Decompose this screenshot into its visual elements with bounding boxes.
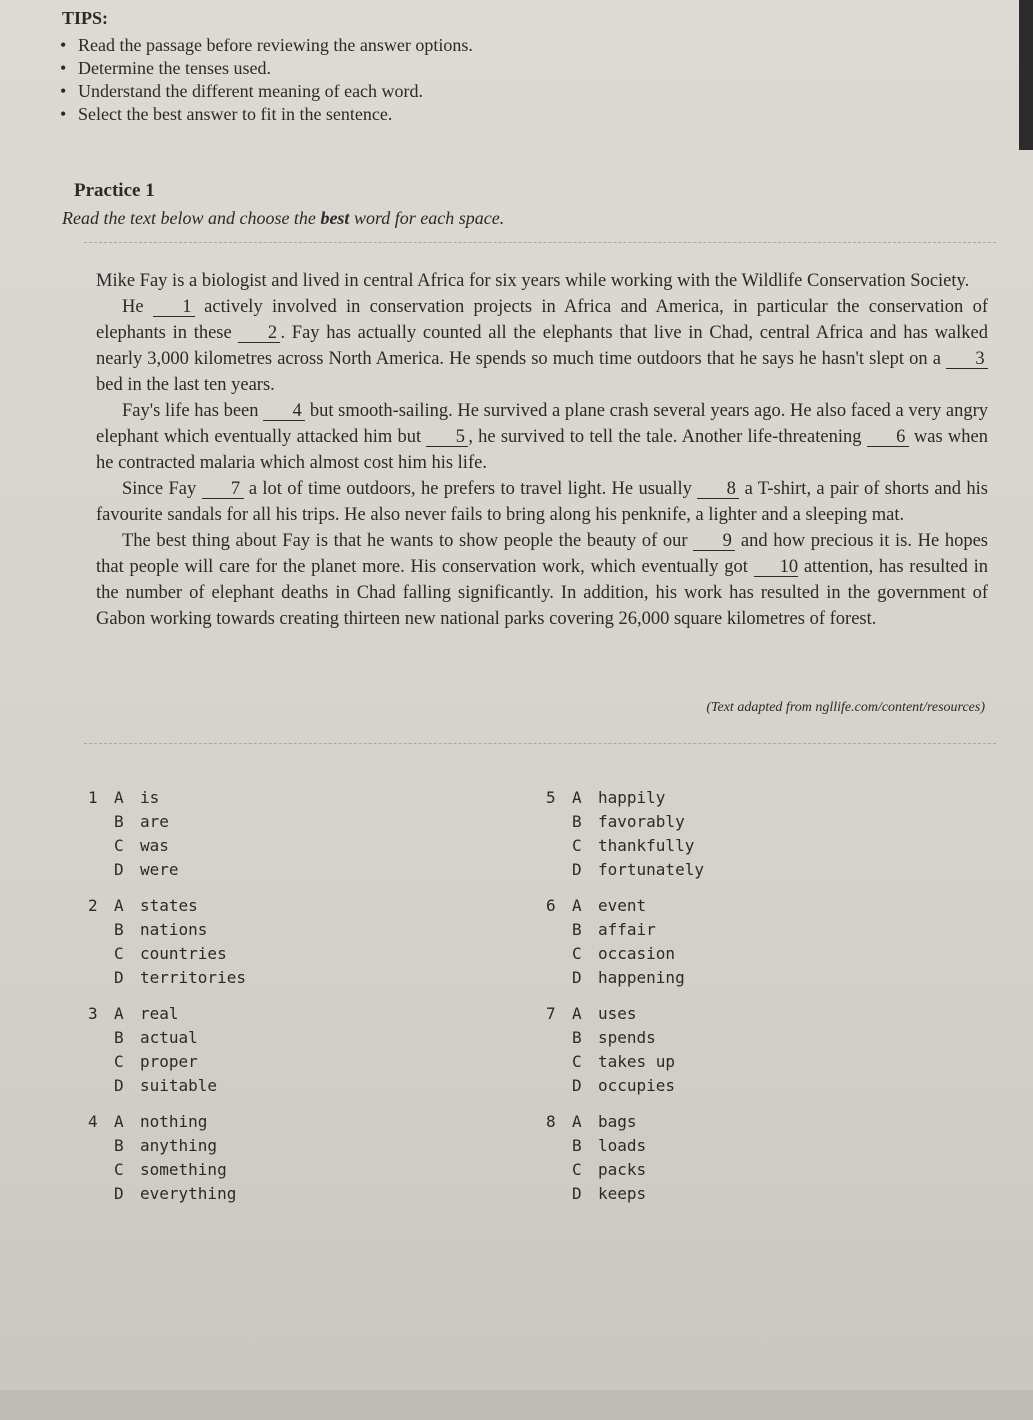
question-number: 2 — [88, 896, 98, 915]
paragraph-3: Fay's life has been 4 but smooth-sailing. He survived a plane crash several years ago. He also faced a very angry elephant which eventually attacked him but 5 , he survived to tell the tale. Another life-threatening 6 was when he contracted malaria which almost cost him his life. — [96, 401, 988, 473]
blank-3[interactable]: 3 — [946, 350, 988, 369]
tips-list — [56, 34, 473, 126]
option[interactable]: B spends — [572, 1028, 656, 1047]
option[interactable]: C takes up — [572, 1052, 676, 1071]
option[interactable]: A event — [572, 896, 647, 915]
option[interactable]: B favorably — [572, 812, 685, 831]
blank-5[interactable]: 5 — [426, 428, 468, 447]
option[interactable]: B affair — [572, 920, 656, 939]
blank-9[interactable]: 9 — [693, 532, 735, 551]
option[interactable]: A bags — [572, 1112, 637, 1131]
question-number: 6 — [546, 896, 556, 915]
option[interactable]: D fortunately — [572, 860, 704, 879]
option[interactable]: D keeps — [572, 1184, 647, 1203]
tip-item: • Read the passage before reviewing the answer options. — [56, 34, 473, 57]
option[interactable]: D territories — [114, 968, 246, 987]
instruction-text: Read the text below and choose the — [62, 208, 321, 228]
practice-title: Practice 1 — [74, 180, 155, 201]
passage — [96, 268, 988, 632]
blank-2[interactable]: 2 — [238, 324, 280, 343]
practice-instruction — [62, 208, 504, 229]
question-number: 5 — [546, 788, 556, 807]
option[interactable]: C proper — [114, 1052, 198, 1071]
question-number: 4 — [88, 1112, 98, 1131]
question-number: 8 — [546, 1112, 556, 1131]
page-bottom-edge — [0, 1390, 1033, 1420]
option[interactable]: C was — [114, 836, 169, 855]
tip-item: • Understand the different meaning of each word. — [56, 80, 473, 103]
option[interactable]: D suitable — [114, 1076, 218, 1095]
option[interactable]: A nothing — [114, 1112, 208, 1131]
option[interactable]: B loads — [572, 1136, 647, 1155]
instruction-bold: best — [320, 208, 350, 228]
page-edge-shadow — [1019, 0, 1033, 150]
blank-4[interactable]: 4 — [263, 402, 305, 421]
option[interactable]: A happily — [572, 788, 666, 807]
option[interactable]: A is — [114, 788, 160, 807]
question-number: 3 — [88, 1004, 98, 1023]
option[interactable]: C countries — [114, 944, 227, 963]
option[interactable]: B are — [114, 812, 169, 831]
instruction-text: word for each space. — [349, 208, 505, 228]
paragraph-4: Since Fay 7 a lot of time outdoors, he prefers to travel light. He usually 8 a T-shirt, a pair of shorts and his favourite sandals for all his trips. He also never fails to bring along his penknife, a lighter and a sleeping mat. — [96, 479, 988, 525]
blank-10[interactable]: 10 — [754, 558, 799, 577]
option[interactable]: C packs — [572, 1160, 647, 1179]
option[interactable]: C occasion — [572, 944, 676, 963]
blank-8[interactable]: 8 — [697, 480, 739, 499]
paragraph-5: The best thing about Fay is that he wants to show people the beauty of our 9 and how precious it is. He hopes that people will care for the planet more. His conservation work, which eventually got 10 attention, has resulted in the number of elephant deaths in Chad falling significantly. In addition, his work has resulted in the government of Gabon working towards creating thirteen new national parks covering 26,000 square kilometres of forest. — [96, 531, 988, 629]
tips-title: TIPS: — [62, 8, 109, 28]
option[interactable]: C thankfully — [572, 836, 695, 855]
tip-item: • Select the best answer to fit in the sentence. — [56, 103, 473, 126]
blank-1[interactable]: 1 — [153, 298, 195, 317]
question-number: 1 — [88, 788, 98, 807]
option[interactable]: A uses — [572, 1004, 637, 1023]
option[interactable]: B actual — [114, 1028, 198, 1047]
paragraph-1: Mike Fay is a biologist and lived in central Africa for six years while working with the Wildlife Conservation Society. — [96, 271, 970, 291]
question-number: 7 — [546, 1004, 556, 1023]
option[interactable]: D occupies — [572, 1076, 676, 1095]
blank-7[interactable]: 7 — [202, 480, 244, 499]
option[interactable]: B anything — [114, 1136, 218, 1155]
option[interactable]: D happening — [572, 968, 685, 987]
option[interactable]: B nations — [114, 920, 208, 939]
option[interactable]: A real — [114, 1004, 179, 1023]
blank-6[interactable]: 6 — [867, 428, 909, 447]
option[interactable]: D everything — [114, 1184, 237, 1203]
tip-item: • Determine the tenses used. — [56, 57, 473, 80]
option[interactable]: D were — [114, 860, 179, 879]
option[interactable]: A states — [114, 896, 198, 915]
paragraph-2: He 1 actively involved in conservation projects in Africa and America, in particular the conservation of elephants in these 2 . Fay has actually counted all the elephants that live in Chad, central Africa and has walked nearly 3,000 kilometres across North America. He spends so much time outdoors that he says he hasn't slept on a 3 bed in the last ten years. — [96, 297, 988, 395]
option[interactable]: C something — [114, 1160, 227, 1179]
source-citation: (Text adapted from ngllife.com/content/resources) — [706, 700, 985, 715]
